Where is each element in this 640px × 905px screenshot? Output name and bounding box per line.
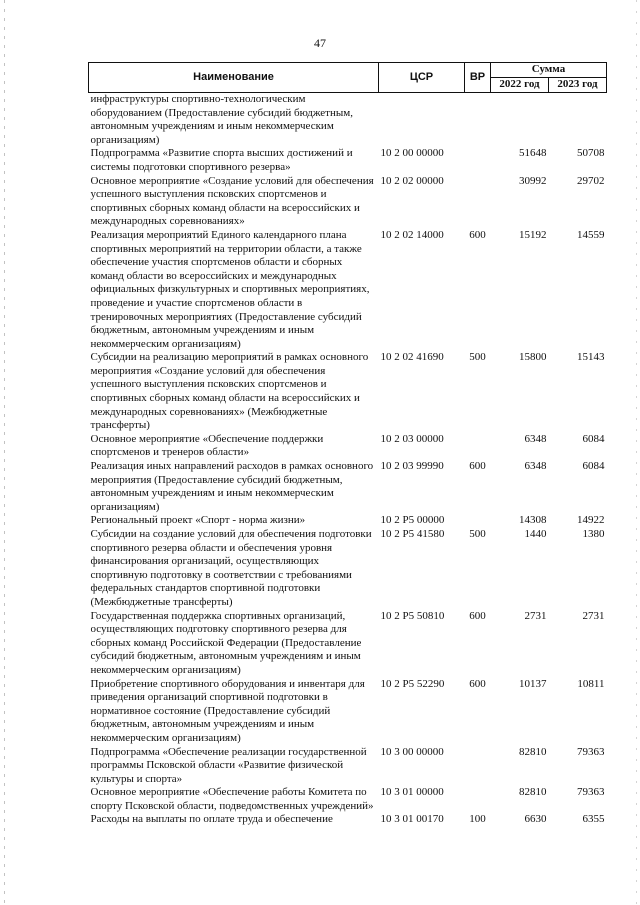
row-sum-2023 xyxy=(549,93,607,148)
row-name: Основное мероприятие «Обеспечение работы Комитета по спорту Псковской области, подведомственных учреждений» xyxy=(90,786,374,812)
row-vr xyxy=(465,433,491,460)
row-name: Основное мероприятие «Создание условий для обеспечения успешного выступления псковских спортсменов и спортивных сборных команд области на всероссийских и международных соревнованиях» xyxy=(90,174,374,228)
table-row xyxy=(89,433,607,460)
row-vr xyxy=(465,786,491,813)
row-sum-2022: 15800 xyxy=(519,351,547,364)
row-vr xyxy=(465,147,491,174)
header-name: Наименование xyxy=(89,63,379,93)
row-csr: 10 2 02 41690 xyxy=(380,351,444,364)
row-sum-2022: 6630 xyxy=(524,813,547,826)
row-csr: 10 3 01 00170 xyxy=(380,813,444,826)
table-row xyxy=(89,786,607,813)
header-year-2023: 2023 год xyxy=(549,78,607,93)
page-number: 47 xyxy=(314,36,326,50)
row-name: Государственная поддержка спортивных организаций, осуществляющих подготовку спортивного резерва для сборных команд Российской Федерации (Предоставление субсидий бюджетным, автономным учреждениям и иным некоммерческим организациям) xyxy=(90,609,362,676)
row-csr: 10 2 02 14000 xyxy=(380,228,444,241)
row-sum-2022: 1440 xyxy=(524,528,547,540)
row-sum-2023: 10811 xyxy=(577,677,605,690)
row-name: Реализация мероприятий Единого календарного плана спортивных мероприятий на территории области, а также обеспечение участия спортсменов области и сборных команд области во всероссийских и международных официальных физкультурных и спортивных мероприятиях, проведение и участие спортсменов области в тренировочных мероприятиях (Предоставление субсидий бюджетным, автономным учреждениям и иным некоммерческим организациям) xyxy=(90,228,370,350)
table-row xyxy=(89,93,607,148)
table-row xyxy=(89,610,607,678)
row-csr: 10 2 P5 41580 xyxy=(380,528,445,540)
row-name: инфраструктуры спортивно-технологическим оборудованием (Предоставление субсидий бюджетным, автономным учреждениям и иным некоммерческим организациям) xyxy=(90,93,353,146)
row-csr: 10 2 03 00000 xyxy=(380,432,444,445)
row-vr xyxy=(465,746,491,787)
row-vr: 500 xyxy=(469,528,486,540)
row-csr: 10 2 00 00000 xyxy=(380,147,444,160)
row-csr: 10 2 02 00000 xyxy=(380,174,444,187)
table-row xyxy=(89,514,607,528)
row-sum-2022: 82810 xyxy=(519,745,547,758)
table-row xyxy=(89,147,607,174)
row-csr: 10 3 01 00000 xyxy=(380,786,444,799)
table-row xyxy=(89,678,607,746)
row-sum-2023: 29702 xyxy=(577,174,605,187)
row-name: Субсидии на реализацию мероприятий в рамках основного мероприятия «Создание условий для обеспечения успешного выступления псковских спортсменов и спортивных сборных команд области на всероссийских и международных соревнованиях» (Межбюджетные трансферты) xyxy=(90,351,369,432)
row-name: Приобретение спортивного оборудования и инвентаря для приведения организаций спортивной подготовки в нормативное состояние (Предоставление субсидий бюджетным, автономным учреждениям и иным некоммерческим организациям) xyxy=(90,677,365,744)
row-sum-2022: 6348 xyxy=(524,460,547,473)
scan-edge-left xyxy=(4,0,5,905)
table-body xyxy=(89,93,607,828)
budget-table xyxy=(88,62,607,827)
table-row xyxy=(89,229,607,351)
row-name: Региональный проект «Спорт - норма жизни» xyxy=(90,514,306,527)
row-name: Основное мероприятие «Обеспечение поддержки спортсменов и тренеров области» xyxy=(90,432,324,459)
header-csr: ЦСР xyxy=(379,63,465,93)
row-sum-2023: 2731 xyxy=(582,609,605,622)
row-sum-2022: 2731 xyxy=(524,609,547,622)
header-sum: Сумма xyxy=(491,63,607,78)
row-name: Субсидии на создание условий для обеспечения подготовки спортивного резерва области и обеспечения уровня финансирования организаций, осуществляющих спортивную подготовку в соответствии с требованиями федеральных стандартов спортивной подготовки (Межбюджетные трансферты) xyxy=(90,528,372,608)
row-sum-2022: 14308 xyxy=(519,514,547,527)
row-sum-2023: 6355 xyxy=(582,813,605,826)
table-row xyxy=(89,528,607,610)
row-sum-2022: 51648 xyxy=(519,147,547,160)
row-sum-2023: 14559 xyxy=(577,228,605,241)
row-vr: 600 xyxy=(469,677,486,690)
row-sum-2022: 30992 xyxy=(519,174,547,187)
row-sum-2023: 14922 xyxy=(577,514,605,527)
row-sum-2023: 50708 xyxy=(577,147,605,160)
row-sum-2023: 15143 xyxy=(577,351,605,364)
row-name: Расходы на выплаты по оплате труда и обеспечение xyxy=(90,813,333,826)
table-row xyxy=(89,460,607,514)
row-csr: 10 2 P5 50810 xyxy=(380,609,445,622)
table-row xyxy=(89,746,607,787)
header-vr: ВР xyxy=(465,63,491,93)
row-sum-2022: 15192 xyxy=(519,228,547,241)
row-sum-2023: 1380 xyxy=(582,528,605,540)
table-header xyxy=(89,63,607,93)
row-vr xyxy=(465,175,491,229)
table-row xyxy=(89,813,607,827)
row-name: Реализация иных направлений расходов в рамках основного мероприятия (Предоставление субсидий бюджетным, автономным учреждениям и иным некоммерческим организациям) xyxy=(90,460,374,513)
row-csr: 10 2 03 99990 xyxy=(380,460,444,473)
row-csr: 10 3 00 00000 xyxy=(380,745,444,758)
row-vr: 600 xyxy=(469,228,486,241)
row-sum-2023: 79363 xyxy=(577,745,605,758)
row-vr xyxy=(465,514,491,528)
row-csr: 10 2 P5 00000 xyxy=(380,514,445,527)
table-row xyxy=(89,175,607,229)
row-vr: 500 xyxy=(469,351,486,364)
row-sum-2023: 6084 xyxy=(582,460,605,473)
row-sum-2022: 82810 xyxy=(519,786,547,799)
row-name: Подпрограмма «Развитие спорта высших достижений и системы подготовки спортивного резерва» xyxy=(90,147,353,173)
row-csr: 10 2 P5 52290 xyxy=(380,677,445,690)
row-csr xyxy=(379,93,465,148)
row-vr: 600 xyxy=(469,609,486,622)
row-sum-2023: 6084 xyxy=(582,432,605,445)
row-sum-2023: 79363 xyxy=(577,786,605,799)
scan-edge-right xyxy=(636,0,637,905)
row-vr: 100 xyxy=(469,813,486,826)
row-vr xyxy=(465,93,491,148)
row-sum-2022: 10137 xyxy=(519,677,547,690)
row-sum-2022 xyxy=(491,93,549,148)
row-sum-2022: 6348 xyxy=(524,432,547,445)
row-name: Подпрограмма «Обеспечение реализации государственной программы Псковской области «Развитие физической культуры и спорта» xyxy=(90,745,367,785)
row-vr: 600 xyxy=(469,460,486,473)
header-year-2022: 2022 год xyxy=(491,78,549,93)
table-row xyxy=(89,351,607,433)
